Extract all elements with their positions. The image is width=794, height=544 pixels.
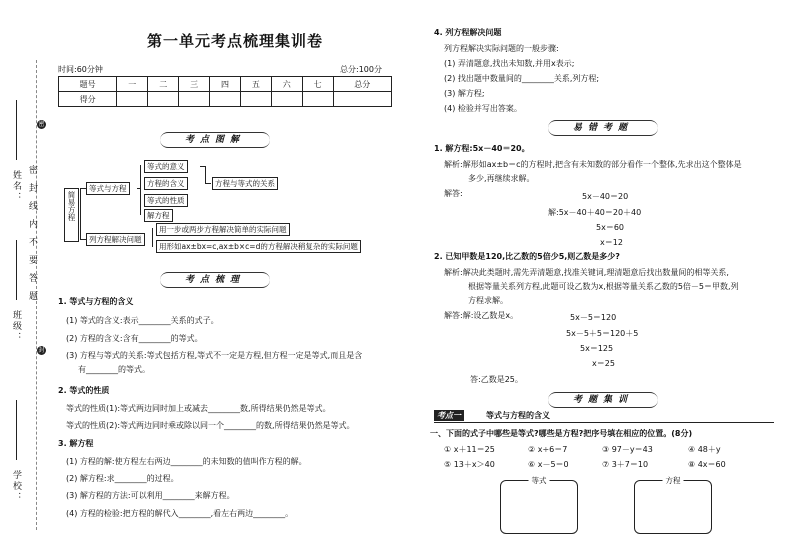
point-tag: 考点一 xyxy=(434,410,464,421)
banner-concept-diagram: 考点图解 xyxy=(160,132,270,148)
s3-line-2: (2) 解方程:求________的过程。 xyxy=(66,474,179,483)
answer-box-formula-label: 方程 xyxy=(663,475,684,486)
s3-line-4: (4) 方程的检验:把方程的解代入________,看左右两边________。 xyxy=(66,509,294,518)
s4-line-3: (3) 解方程; xyxy=(444,89,485,98)
connector xyxy=(137,188,141,189)
score-header-cell: 四 xyxy=(210,77,241,92)
point-underline xyxy=(434,422,774,423)
school-blank xyxy=(16,400,17,460)
mindmap-leaf-formula-meaning: 方程的含义 xyxy=(144,177,188,190)
q2-step-4: x＝25 xyxy=(592,359,615,368)
exercise-item: ② x÷6＝7 xyxy=(528,445,568,454)
score-cell[interactable] xyxy=(333,92,391,107)
score-cell[interactable] xyxy=(117,92,148,107)
exercise-item: ⑥ x－5＝0 xyxy=(528,460,569,469)
score-cell[interactable] xyxy=(240,92,271,107)
s2-line-2: 等式的性质(2):等式两边同时乘或除以同一个________的数,所得结果仍然是等式。 xyxy=(66,421,355,430)
section-3-title: 3. 解方程 xyxy=(58,439,94,448)
s3-line-1: (1) 方程的解:使方程左右两边________的未知数的值叫作方程的解。 xyxy=(66,457,307,466)
mindmap-branch-equation: 等式与方程 xyxy=(86,182,130,195)
q1-step-4: x＝12 xyxy=(600,238,623,247)
class-label: 班级： xyxy=(11,310,21,343)
q1-step-2: 解:5x－40＋40＝20＋40 xyxy=(548,208,642,217)
q2-analysis-1: 解析:解决此类题时,需先弄清题意,找准关键词,理清题意后找出数量间的相等关系, xyxy=(444,268,729,277)
score-header-cell: 题号 xyxy=(59,77,117,92)
exam-time: 时间:60分钟 xyxy=(58,65,103,74)
page-title: 第一单元考点梳理集训卷 xyxy=(146,32,323,50)
q1-step-1: 5x－40＝20 xyxy=(582,192,629,201)
s4-line-2: (2) 找出题中数量间的________关系,列方程; xyxy=(444,74,600,83)
exercise-item: ⑧ 4x＝60 xyxy=(688,460,726,469)
score-header-cell: 七 xyxy=(302,77,333,92)
s1-line-1: (1) 等式的含义:表示________关系的式子。 xyxy=(66,316,219,325)
name-blank xyxy=(16,100,17,160)
score-header-cell: 六 xyxy=(271,77,302,92)
exam-total: 总分:100分 xyxy=(340,65,382,74)
q2-title: 2. 已知甲数是120,比乙数的5倍少5,则乙数是多少? xyxy=(434,252,620,261)
q2-step-1: 5x－5＝120 xyxy=(570,313,617,322)
exercise-item: ① x＋11＝25 xyxy=(444,445,495,454)
score-header-cell: 一 xyxy=(117,77,148,92)
mindmap-leaf-equation-property: 等式的性质 xyxy=(144,194,188,207)
seal-mark-feng: 封 xyxy=(38,347,45,354)
score-header-cell: 总分 xyxy=(333,77,391,92)
point-title: 等式与方程的含义 xyxy=(486,411,550,420)
s2-line-1: 等式的性质(1):等式两边同时加上或减去________数,所得结果仍然是等式。 xyxy=(66,404,331,413)
s4-line-0: 列方程解决实际问题的一般步骤: xyxy=(444,44,559,53)
mindmap-leaf-complex-problem: 用形如ax±bx=c,ax±b×c=d的方程解决稍复杂的实际问题 xyxy=(156,240,361,253)
seal-notice: 密封线内不要答题 xyxy=(27,165,37,309)
exercise-item: ⑤ 13＋x＞40 xyxy=(444,460,495,469)
exercise-item: ④ 48＋y xyxy=(688,445,721,454)
q1-analysis-2: 多少,再继续求解。 xyxy=(468,174,535,183)
q1-step-3: 5x＝60 xyxy=(596,223,625,232)
s4-line-4: (4) 检验并写出答案。 xyxy=(444,104,522,113)
score-header-cell: 二 xyxy=(148,77,179,92)
section-4-title: 4. 列方程解决问题 xyxy=(434,28,502,37)
connector xyxy=(205,183,211,184)
connector xyxy=(152,228,153,247)
score-table xyxy=(58,76,392,107)
score-cell[interactable] xyxy=(148,92,179,107)
q2-answer-label: 解答:解:设乙数是x。 xyxy=(444,311,519,320)
s1-line-3: (3) 方程与等式的关系:等式包括方程,等式不一定是方程,但方程一定是等式,而且是含 xyxy=(66,351,363,360)
q2-analysis-3: 方程求解。 xyxy=(468,296,508,305)
mindmap-relation: 方程与等式的关系 xyxy=(212,177,278,190)
q2-analysis-2: 根据等量关系列方程,此题可设乙数为x,根据等量关系乙数的5倍－5＝甲数,列 xyxy=(468,282,739,291)
score-value-row xyxy=(59,92,392,107)
score-cell[interactable] xyxy=(271,92,302,107)
exercise-item: ③ 97－y＝43 xyxy=(602,445,653,454)
s3-line-3: (3) 解方程的方法:可以利用________来解方程。 xyxy=(66,491,235,500)
mindmap-root: 简易方程 xyxy=(64,188,79,242)
score-header-row xyxy=(59,77,392,92)
score-header-cell: 五 xyxy=(240,77,271,92)
banner-practice: 考题集训 xyxy=(548,392,658,408)
mindmap-leaf-simple-problem: 用一步或两步方程解决简单的实际问题 xyxy=(156,223,290,236)
s1-line-3b: 有________的等式。 xyxy=(78,365,150,374)
score-row-label: 得分 xyxy=(59,92,117,107)
q2-conclusion: 答:乙数是25。 xyxy=(470,375,523,384)
answer-box-equation[interactable] xyxy=(500,476,578,534)
exercise-1-title: 一、下面的式子中哪些是等式?哪些是方程?把序号填在相应的位置。(8分) xyxy=(430,429,693,438)
q1-answer-label: 解答: xyxy=(444,189,463,198)
score-cell[interactable] xyxy=(179,92,210,107)
mindmap-leaf-solve: 解方程 xyxy=(144,209,173,222)
seal-mark-mi: 密 xyxy=(38,121,45,128)
q2-step-2: 5x－5＋5＝120＋5 xyxy=(566,329,639,338)
school-label: 学校： xyxy=(11,470,21,503)
banner-concept-review: 考点梳理 xyxy=(160,272,270,288)
score-cell[interactable] xyxy=(302,92,333,107)
s4-line-1: (1) 弄清题意,找出未知数,并用x表示; xyxy=(444,59,575,68)
class-blank xyxy=(16,240,17,300)
connector xyxy=(140,165,141,215)
answer-box-formula[interactable] xyxy=(634,476,712,534)
banner-common-mistakes: 易错考题 xyxy=(548,120,658,136)
q1-title: 1. 解方程:5x－40＝20。 xyxy=(434,144,530,153)
q2-step-3: 5x＝125 xyxy=(580,344,614,353)
connector xyxy=(80,188,81,240)
score-header-cell: 三 xyxy=(179,77,210,92)
mindmap-leaf-equation-meaning: 等式的意义 xyxy=(144,160,188,173)
answer-box-equation-label: 等式 xyxy=(529,475,550,486)
name-label: 姓名： xyxy=(11,170,21,203)
connector xyxy=(205,166,206,184)
score-cell[interactable] xyxy=(210,92,241,107)
q1-analysis-1: 解析:解形如ax±b＝c的方程时,把含有未知数的部分看作一个整体,先求出这个整体是 xyxy=(444,160,742,169)
section-1-title: 1. 等式与方程的含义 xyxy=(58,297,134,306)
section-2-title: 2. 等式的性质 xyxy=(58,386,110,395)
exercise-item: ⑦ 3＋7＝10 xyxy=(602,460,649,469)
mindmap-branch-word-problem: 列方程解决问题 xyxy=(86,233,145,246)
s1-line-2: (2) 方程的含义:含有________的等式。 xyxy=(66,334,203,343)
